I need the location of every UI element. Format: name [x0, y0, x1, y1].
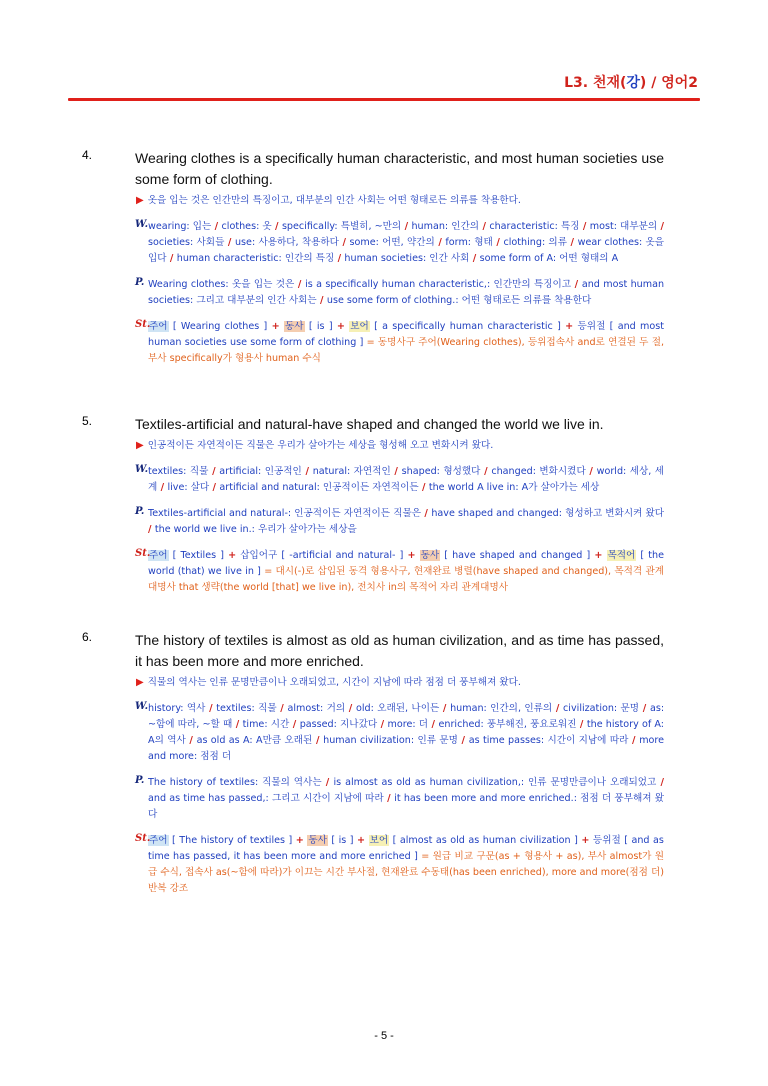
- phrase-list: [148, 775, 664, 823]
- list-entry: enriched: 풍부해진, 풍요로워진: [438, 719, 577, 730]
- separator: /: [480, 466, 492, 477]
- separator: /: [479, 221, 490, 232]
- list-entry: specifically: 특별히, ~만의: [281, 221, 402, 232]
- words-tag: W.: [135, 464, 149, 475]
- list-entry: is almost as old as human civilization,: 인류 문명만큼이나 오래되었고: [333, 777, 657, 788]
- list-entry: Wearing clothes: 옷을 입는 것은: [148, 279, 295, 290]
- structure-tag: St.: [135, 833, 151, 844]
- list-entry: wear clothes: 옷을 입다: [148, 237, 665, 264]
- triangle-icon: ▶: [136, 677, 144, 688]
- phrases-tag: P.: [135, 277, 145, 288]
- separator: /: [579, 221, 590, 232]
- list-entry: time: 시간: [242, 719, 290, 730]
- list-entry: the world A live in: A가 살아가는 세상: [428, 482, 600, 493]
- separator: /: [585, 466, 597, 477]
- words-tag: W.: [135, 701, 149, 712]
- separator: /: [421, 508, 432, 519]
- separator: /: [301, 466, 313, 477]
- separator: /: [576, 719, 587, 730]
- list-entry: shaped: 형성했다: [401, 466, 481, 477]
- separator: /: [148, 524, 155, 535]
- list-entry: The history of textiles: 직물의 역사는: [148, 777, 322, 788]
- list-entry: the world we live in.: 우리가 살아가는 세상을: [154, 524, 357, 535]
- subject-label: 영어2: [661, 75, 698, 91]
- structure-line: 주어 [ Wearing clothes ] + 동사 [ is ] + 보어 [ a specifically human characteristic ] + 등위절 [ and most human societies use some form of clothing ] = 동명사구 주어(Wearing clothes), 등위접속사 and로 연결된 두 절, 부사 specifically가 형용사 human 수식: [148, 321, 665, 364]
- separator: /: [185, 735, 197, 746]
- list-entry: is a specifically human characteristic,: 인간만의 특징이고: [305, 279, 572, 290]
- separator: /: [345, 703, 356, 714]
- separator: /: [316, 295, 327, 306]
- phrase-list: [148, 277, 664, 309]
- phrase-list: [148, 506, 664, 538]
- list-entry: clothing: 의류: [503, 237, 567, 248]
- separator: /: [334, 253, 345, 264]
- list-entry: natural: 자연적인: [312, 466, 391, 477]
- list-entry: human: 인간의: [411, 221, 480, 232]
- list-entry: characteristic: 특징: [489, 221, 580, 232]
- separator: /: [377, 719, 388, 730]
- list-entry: human civilization: 인류 문명: [323, 735, 458, 746]
- separator: /: [289, 719, 300, 730]
- separator: /: [428, 719, 439, 730]
- list-entry: changed: 변화시켰다: [491, 466, 586, 477]
- list-entry: the history of A: A의 역사: [148, 719, 665, 746]
- translation: ▶ 옷을 입는 것은 인간만의 특징이고, 대부분의 인간 사회는 어떤 형태로든 의류를 착용한다.: [136, 195, 521, 206]
- separator: /: [224, 237, 235, 248]
- separator: /: [312, 735, 324, 746]
- lesson-label: L3.: [564, 75, 589, 91]
- separator: /: [571, 279, 582, 290]
- triangle-icon: ▶: [136, 195, 144, 206]
- page-number: - 5 -: [374, 1030, 394, 1042]
- translation: ▶ 인공적이든 자연적이든 직물은 우리가 살아가는 세상을 형성해 오고 변화시켜 왔다.: [136, 440, 494, 451]
- word-list: [148, 701, 664, 765]
- list-entry: use: 사용하다, 착용하다: [234, 237, 339, 248]
- word-list: [148, 219, 664, 267]
- phrases-tag: P.: [135, 775, 145, 786]
- doc-header: L3. 천재(강) / 영어2: [564, 75, 698, 91]
- list-entry: almost: 거의: [287, 703, 346, 714]
- translation: ▶ 직물의 역사는 인류 문명만큼이나 오래되었고, 시간이 지남에 따라 점점 더 풍부해져 왔다.: [136, 677, 521, 688]
- word-list: [148, 464, 664, 496]
- list-entry: as old as A: A만큼 오래된: [196, 735, 313, 746]
- separator: /: [401, 221, 412, 232]
- list-entry: human characteristic: 인간의 특징: [176, 253, 335, 264]
- separator: /: [276, 703, 288, 714]
- separator: /: [492, 237, 504, 248]
- list-entry: more and more: 점점 더: [148, 735, 665, 762]
- separator: /: [294, 279, 306, 290]
- sentence-item-4: [82, 148, 664, 367]
- separator: /: [639, 703, 650, 714]
- separator: /: [321, 777, 334, 788]
- list-entry: passed: 지나갔다: [299, 719, 378, 730]
- list-entry: civilization: 문명: [563, 703, 640, 714]
- english-sentence: The history of textiles is almost as old as human civilization, and as time has passed, it has been more and more enriched.: [135, 632, 664, 669]
- structure-block: [135, 833, 664, 897]
- separator: /: [166, 253, 177, 264]
- separator: /: [469, 253, 480, 264]
- list-entry: and most human societies: 그리고 대부분의 인간 사회는: [148, 279, 665, 306]
- list-entry: more: 더: [387, 719, 429, 730]
- separator: /: [657, 221, 665, 232]
- list-entry: wearing: 입는: [148, 221, 212, 232]
- words-tag: W.: [135, 219, 149, 230]
- separator: /: [656, 777, 665, 788]
- publisher-label: 천재(강): [592, 75, 647, 91]
- separator: /: [566, 237, 578, 248]
- separator: /: [390, 466, 402, 477]
- sentence-item-5: [82, 414, 664, 596]
- list-entry: old: 오래된, 나이든: [355, 703, 440, 714]
- list-entry: most: 대부분의: [589, 221, 658, 232]
- list-entry: textiles: 직물: [216, 703, 277, 714]
- separator: /: [271, 221, 282, 232]
- separator: /: [383, 793, 395, 804]
- separator: /: [338, 237, 350, 248]
- separator: /: [628, 735, 640, 746]
- list-entry: have shaped and changed: 형성하고 변화시켜 왔다: [431, 508, 665, 519]
- phrases-block: [135, 775, 664, 823]
- structure-line: 주어 [ Textiles ] + 삽입어구 [ -artificial and natural- ] + 동사 [ have shaped and changed ] + 목적어 [ the world (that) we live in ] = 대시(-)로 삽입된 동격 형용사구, 현재완료 병렬(have shaped and changed), 목적격 관계대명사 that 생략(the world [that] we live in), 전치사 in의 목적어 자리 관계대명사: [148, 550, 665, 593]
- english-sentence: Wearing clothes is a specifically human characteristic, and most human societies use some form of clothing.: [135, 150, 664, 187]
- separator: /: [208, 466, 220, 477]
- structure-block: [135, 319, 664, 367]
- list-entry: form: 형태: [445, 237, 493, 248]
- list-entry: textiles: 직물: [148, 466, 209, 477]
- list-entry: some form of A: 어떤 형태의 A: [479, 253, 619, 264]
- separator: /: [232, 719, 243, 730]
- separator: /: [157, 482, 168, 493]
- list-entry: artificial: 인공적인: [219, 466, 302, 477]
- structure-block: [135, 548, 664, 596]
- words-block: [135, 701, 664, 765]
- list-entry: societies: 사회들: [148, 237, 225, 248]
- separator: /: [211, 221, 222, 232]
- list-entry: it has been more and more enriched.: 점점 더 풍부해져 왔다: [148, 793, 665, 820]
- words-block: [135, 464, 664, 496]
- separator: /: [418, 482, 429, 493]
- item-number: 4.: [82, 148, 93, 162]
- separator: /: [457, 735, 469, 746]
- phrases-block: [135, 277, 664, 309]
- list-entry: history: 역사: [148, 703, 206, 714]
- list-entry: as: ~함에 따라, ~할 때: [148, 703, 665, 730]
- triangle-icon: ▶: [136, 440, 144, 451]
- list-entry: use some form of clothing.: 어떤 형태로든 의류를 착용한다: [326, 295, 592, 306]
- list-entry: human: 인간의, 인류의: [450, 703, 553, 714]
- phrases-tag: P.: [135, 506, 145, 517]
- item-number: 5.: [82, 414, 93, 428]
- separator: /: [205, 703, 217, 714]
- phrases-block: [135, 506, 664, 538]
- structure-tag: St.: [135, 319, 151, 330]
- separator: /: [439, 703, 451, 714]
- structure-line: 주어 [ The history of textiles ] + 동사 [ is ] + 보어 [ almost as old as human civilization ] + 등위절 [ and as time has passed, it has been more and more enriched ] = 원급 비교 구문(as + 형용사 + as), 부사 almost가 원급 수식, 접속사 as(~함에 따라)가 이끄는 시간 부사절, 현재완료 수동태(has been enriched), more and more(점점 더) 반복 강조: [148, 835, 664, 894]
- list-entry: world: 세상, 세계: [148, 466, 664, 493]
- list-entry: Textiles-artificial and natural-: 인공적이든 자연적이든 직물은: [148, 508, 421, 519]
- list-entry: artificial and natural: 인공적이든 자연적이든: [219, 482, 419, 493]
- structure-tag: St.: [135, 548, 151, 559]
- separator: /: [434, 237, 446, 248]
- sentence-item-6: [82, 630, 664, 897]
- words-block: [135, 219, 664, 267]
- list-entry: and as time has passed,: 그리고 시간이 지남에 따라: [148, 793, 384, 804]
- separator: /: [209, 482, 220, 493]
- header-rule: [68, 98, 700, 101]
- item-number: 6.: [82, 630, 93, 644]
- english-sentence: Textiles-artificial and natural-have shaped and changed the world we live in.: [135, 416, 604, 432]
- separator: /: [552, 703, 564, 714]
- list-entry: live: 살다: [167, 482, 210, 493]
- list-entry: some: 어떤, 약간의: [349, 237, 435, 248]
- list-entry: human societies: 인간 사회: [344, 253, 470, 264]
- list-entry: clothes: 옷: [221, 221, 272, 232]
- list-entry: as time passes: 시간이 지남에 따라: [468, 735, 629, 746]
